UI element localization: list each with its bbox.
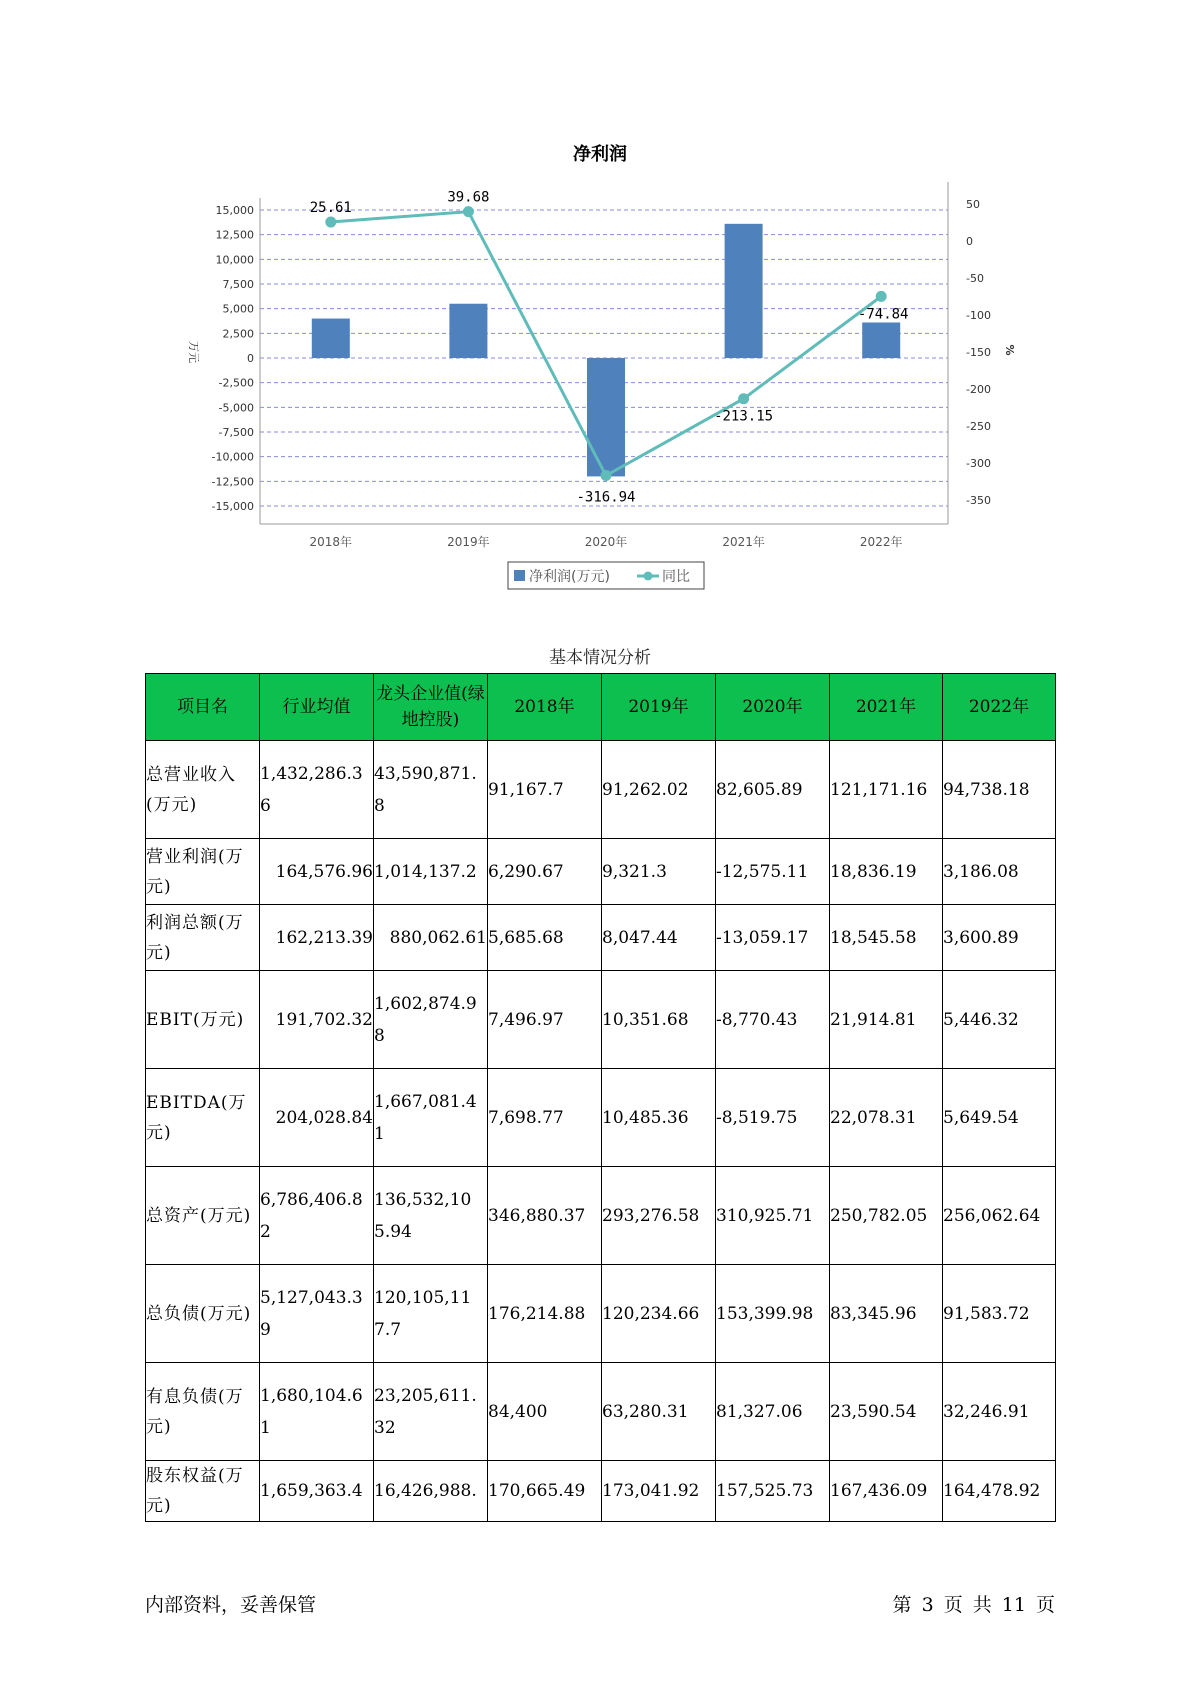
table-cell: 121,171.16 <box>830 741 943 839</box>
bar-net-profit <box>862 322 900 358</box>
table-cell: 6,290.67 <box>488 839 602 905</box>
table-row <box>146 1167 1056 1265</box>
yoy-data-label: 39.68 <box>447 189 490 206</box>
table-cell: -13,059.17 <box>716 905 830 971</box>
table-cell: 18,545.58 <box>830 905 943 971</box>
y-left-tick-label: -12,500 <box>211 475 254 489</box>
y-left-tick-label: 12,500 <box>215 228 254 242</box>
table-cell: 3,600.89 <box>943 905 1056 971</box>
table-cell: 162,213.39 <box>260 905 374 971</box>
y-right-tick-label: 0 <box>966 235 973 248</box>
col-header: 2021年 <box>830 674 943 741</box>
table-cell: 5,127,043.39 <box>260 1265 374 1363</box>
table-header-row <box>146 674 1056 741</box>
row-label: 利润总额(万元) <box>146 905 260 971</box>
table-cell: 204,028.84 <box>260 1069 374 1167</box>
y-left-tick-label: 2,500 <box>222 327 254 341</box>
col-header: 2022年 <box>943 674 1056 741</box>
y-right-tick-label: -300 <box>966 457 991 470</box>
row-label: 营业利润(万元) <box>146 839 260 905</box>
bar-net-profit <box>312 319 350 358</box>
table-row <box>146 1069 1056 1167</box>
table-cell: 164,576.96 <box>260 839 374 905</box>
y-right-tick-label: -50 <box>966 272 984 285</box>
bar-net-profit <box>587 358 625 476</box>
yoy-data-label: -74.84 <box>857 306 909 323</box>
table-caption: 基本情况分析 <box>549 648 651 668</box>
table-cell: 3,186.08 <box>943 839 1056 905</box>
table-cell: 170,665.49 <box>488 1461 602 1522</box>
yoy-point <box>463 206 474 217</box>
row-label: 总资产(万元) <box>146 1167 260 1265</box>
table-cell: 346,880.37 <box>488 1167 602 1265</box>
table-cell: 1,680,104.61 <box>260 1363 374 1461</box>
y-left-tick-label: -15,000 <box>211 500 254 513</box>
table-cell: 91,262.02 <box>602 741 716 839</box>
yoy-data-label: -213.15 <box>714 408 774 425</box>
col-header: 2018年 <box>488 674 602 741</box>
table-cell: 18,836.19 <box>830 839 943 905</box>
y-right-tick-label: -350 <box>966 494 991 507</box>
legend-label-yoy: 同比 <box>662 569 690 585</box>
footer-confidential: 内部资料，妥善保管 <box>145 1594 317 1616</box>
bar-net-profit <box>449 304 487 358</box>
col-header: 2020年 <box>716 674 830 741</box>
table-cell: -8,770.43 <box>716 971 830 1069</box>
table-cell: 32,246.91 <box>943 1363 1056 1461</box>
table-cell: 81,327.06 <box>716 1363 830 1461</box>
legend-swatch-point <box>644 572 653 581</box>
col-header: 项目名 <box>146 674 260 741</box>
bar-net-profit <box>725 224 763 358</box>
table-cell: -8,519.75 <box>716 1069 830 1167</box>
col-header: 龙头企业值(绿地控股) <box>374 674 488 741</box>
table-row <box>146 1363 1056 1461</box>
y-left-tick-label: -2,500 <box>218 376 254 390</box>
table-cell: 5,649.54 <box>943 1069 1056 1167</box>
table-row <box>146 905 1056 971</box>
x-tick-label: 2022年 <box>859 535 903 549</box>
table-cell: 164,478.92 <box>943 1461 1056 1522</box>
row-label: 股东权益(万元) <box>146 1461 260 1522</box>
chart-title: 净利润 <box>573 144 627 165</box>
y-left-tick-label: 5,000 <box>222 302 254 316</box>
yoy-point <box>738 393 749 404</box>
table-cell: 120,234.66 <box>602 1265 716 1363</box>
table-row <box>146 741 1056 839</box>
table-row <box>146 839 1056 905</box>
x-tick-label: 2018年 <box>309 535 353 549</box>
table-cell: 120,105,117.7 <box>374 1265 488 1363</box>
table-cell: 1,432,286.36 <box>260 741 374 839</box>
table-cell: -12,575.11 <box>716 839 830 905</box>
row-label: EBITDA(万元) <box>146 1069 260 1167</box>
table-cell: 176,214.88 <box>488 1265 602 1363</box>
table-cell: 293,276.58 <box>602 1167 716 1265</box>
chart-legend <box>508 562 704 589</box>
table-cell: 6,786,406.82 <box>260 1167 374 1265</box>
table-cell: 43,590,871.8 <box>374 741 488 839</box>
table-row <box>146 971 1056 1069</box>
table-cell: 256,062.64 <box>943 1167 1056 1265</box>
x-tick-label: 2020年 <box>584 535 628 549</box>
col-header: 行业均值 <box>260 674 374 741</box>
row-label: EBIT(万元) <box>146 971 260 1069</box>
table-cell: 63,280.31 <box>602 1363 716 1461</box>
table-cell: 23,205,611.32 <box>374 1363 488 1461</box>
table-row <box>146 1265 1056 1363</box>
yoy-data-label: 25.61 <box>309 200 352 217</box>
net-profit-chart <box>0 0 1191 600</box>
table-cell: 250,782.05 <box>830 1167 943 1265</box>
table-cell: 10,485.36 <box>602 1069 716 1167</box>
row-label: 总负债(万元) <box>146 1265 260 1363</box>
y-right-tick-label: -250 <box>966 420 991 433</box>
col-header: 2019年 <box>602 674 716 741</box>
y-left-tick-label: 10,000 <box>215 253 254 267</box>
table-cell: 310,925.71 <box>716 1167 830 1265</box>
y-left-tick-label: -10,000 <box>211 450 254 464</box>
table-cell: 7,698.77 <box>488 1069 602 1167</box>
y-left-tick-label: 0 <box>247 352 254 365</box>
table-cell: 1,667,081.41 <box>374 1069 488 1167</box>
table-cell: 191,702.32 <box>260 971 374 1069</box>
y-left-tick-label: 7,500 <box>222 278 254 291</box>
y-left-tick-label: -7,500 <box>218 426 254 439</box>
legend-label-net-profit: 净利润(万元) <box>529 569 610 585</box>
y-right-tick-label: 50 <box>966 198 980 211</box>
yoy-point <box>325 217 336 228</box>
table-cell: 1,602,874.98 <box>374 971 488 1069</box>
table-cell: 5,446.32 <box>943 971 1056 1069</box>
x-tick-label: 2021年 <box>722 535 765 549</box>
table-cell: 94,738.18 <box>943 741 1056 839</box>
y-left-tick-label: -5,000 <box>218 401 254 415</box>
row-label: 总营业收入(万元) <box>146 741 260 839</box>
table-cell: 167,436.09 <box>830 1461 943 1522</box>
yoy-point <box>601 470 612 481</box>
table-cell: 21,914.81 <box>830 971 943 1069</box>
table-cell: 22,078.31 <box>830 1069 943 1167</box>
table-cell: 7,496.97 <box>488 971 602 1069</box>
y-right-axis-title: % <box>1003 344 1016 356</box>
table-cell: 84,400 <box>488 1363 602 1461</box>
y-left-tick-label: 15,000 <box>215 204 254 217</box>
table-cell: 82,605.89 <box>716 741 830 839</box>
y-right-tick-label: -150 <box>966 346 991 359</box>
row-label: 有息负债(万元) <box>146 1363 260 1461</box>
y-right-tick-label: -200 <box>966 383 991 396</box>
table-cell: 153,399.98 <box>716 1265 830 1363</box>
table-cell: 10,351.68 <box>602 971 716 1069</box>
table-cell: 173,041.92 <box>602 1461 716 1522</box>
table-cell: 1,659,363.4 <box>260 1461 374 1522</box>
table-cell: 23,590.54 <box>830 1363 943 1461</box>
table-cell: 880,062.61 <box>374 905 488 971</box>
table-cell: 136,532,105.94 <box>374 1167 488 1265</box>
table-cell: 1,014,137.2 <box>374 839 488 905</box>
table-cell: 16,426,988. <box>374 1461 488 1522</box>
y-right-tick-label: -100 <box>966 309 991 322</box>
table-cell: 83,345.96 <box>830 1265 943 1363</box>
yoy-point <box>876 291 887 302</box>
table-cell: 157,525.73 <box>716 1461 830 1522</box>
table-cell: 91,583.72 <box>943 1265 1056 1363</box>
table-cell: 8,047.44 <box>602 905 716 971</box>
x-tick-label: 2019年 <box>447 535 490 549</box>
basic-analysis-table <box>145 673 1056 1522</box>
table-row <box>146 1461 1056 1522</box>
legend-swatch-bar <box>514 570 525 581</box>
y-left-axis-title: 万元 <box>187 341 200 363</box>
table-cell: 91,167.7 <box>488 741 602 839</box>
table-cell: 9,321.3 <box>602 839 716 905</box>
yoy-data-label: -316.94 <box>576 489 636 506</box>
table-cell: 5,685.68 <box>488 905 602 971</box>
footer-page-number: 第 3 页 共 11 页 <box>892 1594 1055 1616</box>
